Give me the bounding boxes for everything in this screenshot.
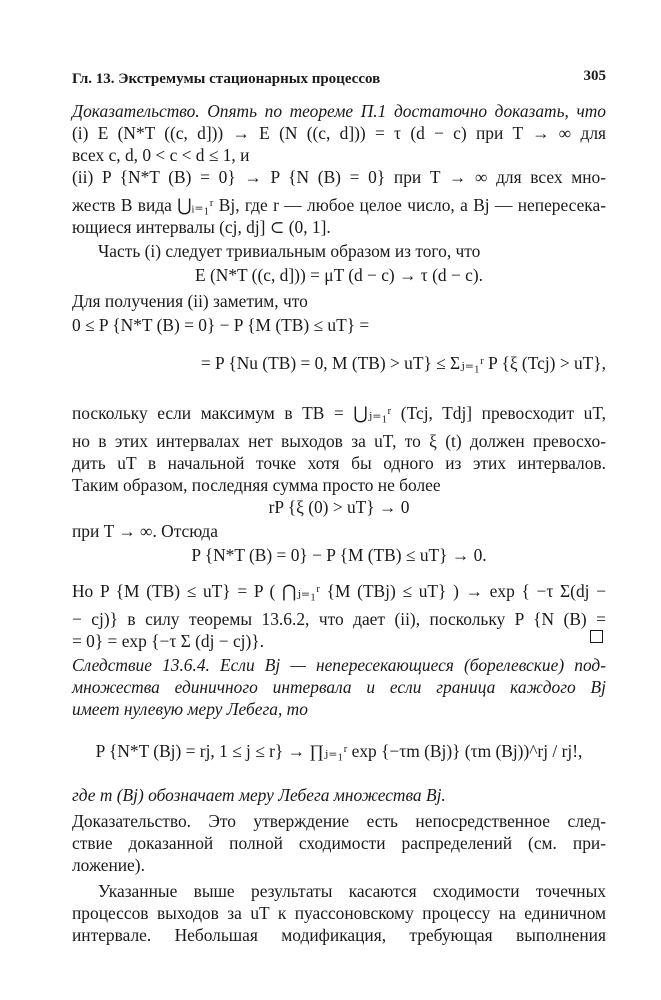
formula: P {N*T (Bj) = rj, 1 ≤ j ≤ r} → ∏ⱼ₌₁ʳ exp {−τm (Bj)} (τm (Bj))^rj / rj!,: [95, 741, 583, 761]
text-line: Таким образом, последняя сумма просто не более: [72, 475, 441, 495]
text-line: Часть (i) следует тривиальным образом из того, что: [98, 241, 481, 261]
running-title: Гл. 13. Экстремумы стационарных процессов: [72, 71, 381, 87]
text-line: имеет нулевую меру Лебега, то: [72, 699, 308, 719]
corollary-heading: Следствие 13.6.4. Если Bj — непересекающиеся (борелевские) под-: [72, 655, 606, 675]
page-number: 305: [583, 68, 606, 84]
text-line: при T → ∞. Отсюда: [72, 521, 218, 541]
text-line: Для получения (ii) заметим, что: [72, 291, 308, 311]
text-line: жеств B вида ⋃ᵢ₌₁ʳ Bj, где r — любое целое число, а Bj — непересека-: [72, 195, 606, 215]
formula: = P {Nu (TB) = 0, M (TB) > uT} ≤ Σⱼ₌₁ʳ P {ξ (Tcj) > uT},: [200, 353, 606, 373]
text-line: (i) E (N*T ((c, d])) → E (N ((c, d])) = τ (d − c) при T → ∞ для: [72, 123, 606, 143]
formula: rP {ξ (0) > uT} → 0: [268, 497, 410, 517]
text-line: множества единичного интервала и если граница каждого Bj: [72, 677, 606, 697]
text-line: процессов выходов за uT к пуассоновскому процессу на единичном: [72, 903, 606, 923]
qed-square-icon: [590, 630, 603, 643]
text-line: но в этих интервалах нет выходов за uT, то ξ (t) должен превосхо-: [72, 431, 606, 451]
text-line: поскольку если максимум в TB = ⋃ⱼ₌₁ʳ (Tcj, Tdj] превосходит uT,: [72, 403, 606, 423]
formula: E (N*T ((c, d])) = μT (d − c) → τ (d − c).: [195, 265, 483, 285]
formula: P {N*T (B) = 0} − P {M (TB) ≤ uT} → 0.: [191, 545, 487, 565]
text-line: интервале. Небольшая модификация, требующая выполнения: [72, 925, 606, 945]
text-line: Но P {M (TB) ≤ uT} = P ( ⋂ⱼ₌₁ʳ {M (TBj) ≤ uT} ) → exp { −τ Σ(dj −: [72, 581, 606, 601]
text-line: = 0} = exp {−τ Σ (dj − cj)}.: [72, 631, 264, 651]
text-line: (ii) P {N*T (B) = 0} → P {N (B) = 0} при T → ∞ для всех мно-: [72, 167, 606, 187]
text-line: где m (Bj) обозначает меру Лебега множества Bj.: [72, 785, 446, 805]
text-line: Доказательство. Это утверждение есть непосредственное след-: [72, 811, 606, 831]
text-line: ствие доказанной полной сходимости распределений (см. при-: [72, 833, 606, 853]
text-line: ложение).: [72, 855, 145, 875]
text-line: всех c, d, 0 < c < d ≤ 1, и: [72, 145, 250, 165]
formula: 0 ≤ P {N*T (B) = 0} − P {M (TB) ≤ uT} =: [72, 315, 370, 335]
text-line: ющиеся интервалы (cj, dj] ⊂ (0, 1].: [72, 217, 331, 237]
text-line: Доказательство. Опять по теореме П.1 достаточно доказать, что: [72, 101, 606, 121]
text-line: − cj)} в силу теоремы 13.6.2, что дает (ii), поскольку P {N (B) =: [72, 609, 606, 629]
text-line: дить uT в начальной точке хотя бы одного из этих интервалов.: [72, 453, 606, 473]
text-line: Указанные выше результаты касаются сходимости точечных: [98, 881, 606, 901]
